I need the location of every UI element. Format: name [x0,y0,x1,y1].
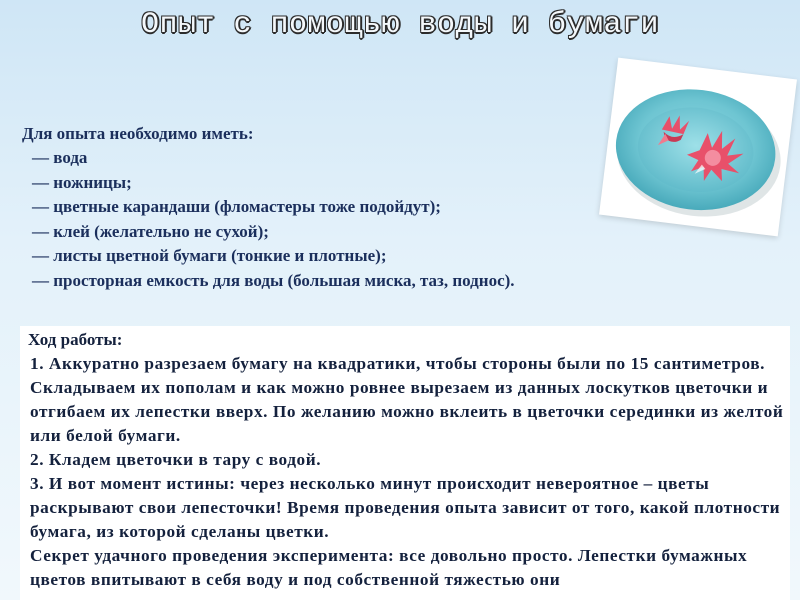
list-item: — цветные карандаши (фломастеры тоже подойдут); [32,197,441,216]
work-section [20,326,790,600]
work-step-3: 3. И вот момент истины: через несколько минут происходит невероятное – цветы раскрывают свои лепесточки! Время проведения опыта зависит от того, какой плотности бумага, из которой сделаны цветки. [30,474,781,541]
list-item: — просторная емкость для воды (большая миска, таз, поднос). [32,270,515,290]
list-item: — клей (желательно не сухой); [32,221,269,241]
list-item: — ножницы; [32,172,132,192]
list-item: — листы цветной бумаги (тонкие и плотные); [32,246,387,265]
plate-illustration [599,58,797,237]
work-step-1: 1. Аккуратно разрезаем бумагу на квадратики, чтобы стороны были по 15 сантиметров. Складываем их пополам и как можно ровнее вырезаем из данных лоскутков цветочки и отгибаем их лепестки вверх. По желанию можно вклеить в цветочки серединки из желтой или белой бумаги. [30,354,784,445]
work-body [30,352,790,592]
work-heading: Ход работы: [28,330,123,349]
work-step-2: 2. Кладем цветочки в тару с водой. [30,450,322,469]
list-item: — вода [32,148,88,167]
work-secret: Секрет удачного проведения эксперимента: все довольно просто. Лепестки бумажных цветов впитывают в себя воду и под собственной тяжестью они [30,546,748,589]
requirements-list [22,146,602,293]
slide-title: Опыт с помощью воды и бумаги [140,8,660,42]
requirements-heading: Для опыта необходимо иметь: [22,124,254,143]
plate-with-paper-flowers-photo [599,58,797,237]
requirements-section [22,122,602,293]
